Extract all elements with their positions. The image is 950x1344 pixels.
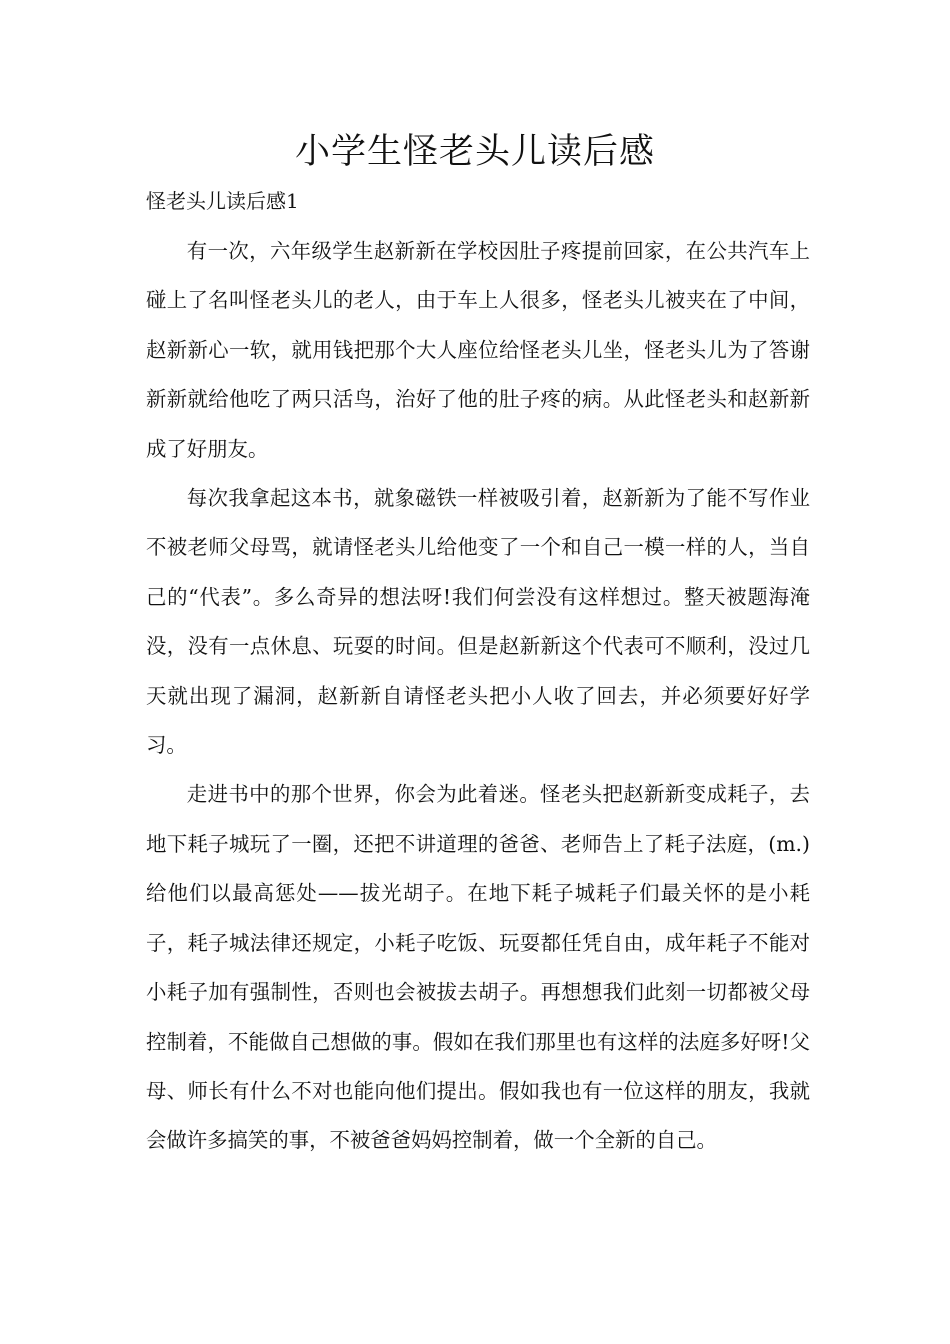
paragraph-2: 每次我拿起这本书，就象磁铁一样被吸引着，赵新新为了能不写作业不被老师父母骂，就请怪老头儿给他变了一个和自己一模一样的人，当自己的“代表”。多么奇异的想法呀!我们何尝没有这样想过。整天被题海淹没，没有一点休息、玩耍的时间。但是赵新新这个代表可不顺利，没过几天就出现了漏洞，赵新新自请怪老头把小人收了回去，并必须要好好学习。 (146, 486, 810, 758)
paragraph-3: 走进书中的那个世界，你会为此着迷。怪老头把赵新新变成耗子，去地下耗子城玩了一圈，还把不讲道理的爸爸、老师告上了耗子法庭，(m.)给他们以最高惩处——拔光胡子。在地下耗子城耗子们最关怀的是小耗子，耗子城法律还规定，小耗子吃饭、玩耍都任凭自由，成年耗子不能对小耗子加有强制性，否则也会被拔去胡子。再想想我们此刻一切都被父母控制着，不能做自己想做的事。假如在我们那里也有这样的法庭多好呀!父母、师长有什么不对也能向他们提出。假如我也有一位这样的朋友，我就会做许多搞笑的事，不被爸爸妈妈控制着，做一个全新的自己。 (146, 782, 810, 1153)
section-heading: 怪老头儿读后感1 (146, 189, 299, 213)
document-title: 小学生怪老头儿读后感 (294, 132, 655, 172)
paragraph-1: 有一次，六年级学生赵新新在学校因肚子疼提前回家，在公共汽车上碰上了名叫怪老头儿的老人，由于车上人很多，怪老头儿被夹在了中间，赵新新心一软，就用钱把那个大人座位给怪老头儿坐，怪老头儿为了答谢新新就给他吃了两只活鸟，治好了他的肚子疼的病。从此怪老头和赵新新成了好朋友。 (146, 239, 810, 461)
body-text (146, 227, 810, 1166)
